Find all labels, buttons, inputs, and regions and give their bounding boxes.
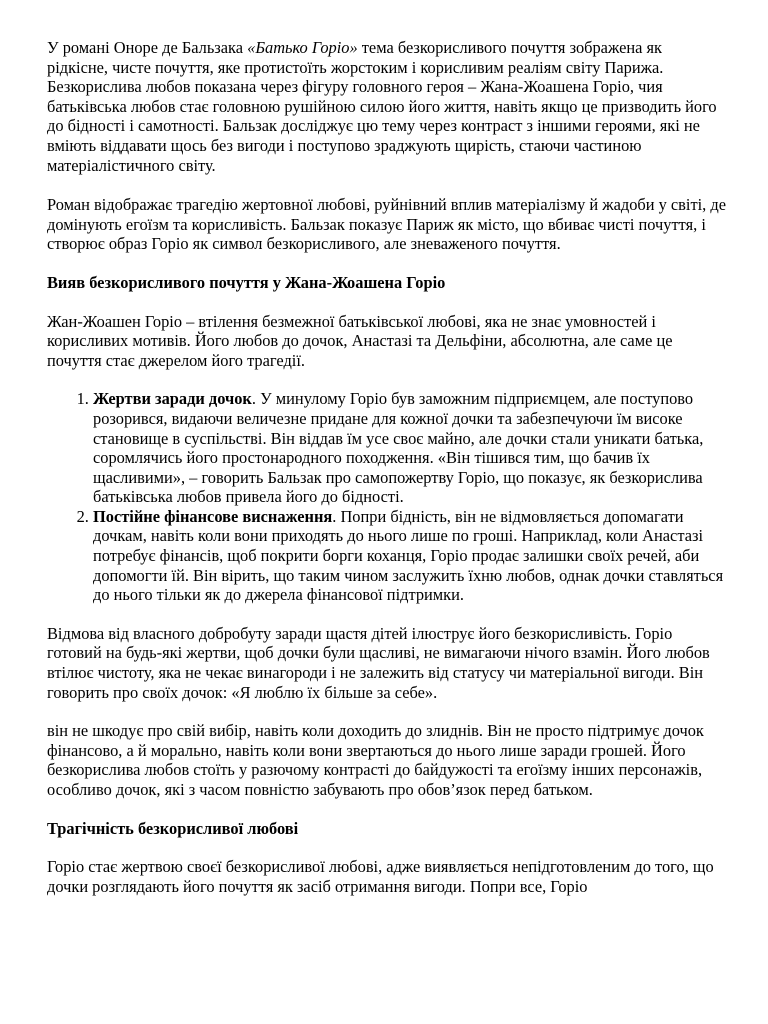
- section1-paragraph-3: він не шкодує про свій вибір, навіть коли доходить до злиднів. Він не просто підтримує дочок фінансово, а й морально, навіть коли вони звертаються до нього лише заради грошей. Його безкорислива любов стоїть у разючому контрасті до байдужості та егоїзму інших персонажів, особливо дочок, які з часом повністю забувають про обов’язок перед батьком.: [47, 721, 704, 799]
- list-item-title: Жертви заради дочок: [93, 389, 252, 409]
- section-heading-2: Трагічність безкорисливої любові: [47, 818, 299, 838]
- section-heading-1: Вияв безкорисливого почуття у Жана-Жоашена Горіо: [47, 272, 446, 292]
- intro-paragraph-2: Роман відображає трагедію жертовної любові, руйнівний вплив матеріалізму й жадоби у світі, де домінують егоїзм та корисливість. Бальзак показує Париж як місто, що вбиває чисті почуття, і створює образ Горіо як символ безкорисливого, але зневаженого почуття.: [47, 195, 726, 254]
- list-item: [93, 507, 727, 605]
- list-item-text: . У минулому Горіо був заможним підприємцем, але поступово розорився, видаючи величезне придане для кожної дочки та забезпечуючи їм високе становище в суспільстві. Він віддав їм усе своє майно, але дочки стали уникати батька, соромлячись його простонародного походження. «Він тішився тим, що бачив їх щасливими», – говорить Бальзак про самопожертву Горіо, що показує, як безкорислива батьківська любов привела його до бідності.: [93, 389, 704, 507]
- intro-p1-post: тема безкорисливого почуття зображена як рідкісне, чисте почуття, яке протистоїть жорстоким і корисливим реаліям світу Парижа. Безкорислива любов показана через фігуру головного героя – Жана-Жоашена Горіо, чия батьківська любов стає головною рушійною силою його життя, навіть якщо це призводить його до бідності і самотності. Бальзак досліджує цю тему через контраст з іншими героями, які не вміють віддавати щось без вигоди і поступово зраджують щирість, стаючи частиною матеріалістичного світу.: [47, 38, 717, 175]
- document-page: [47, 38, 727, 915]
- intro-p1-pre: У романі Оноре де Бальзака: [47, 38, 248, 57]
- list-item: [93, 389, 727, 507]
- section2-paragraph-1: Горіо стає жертвою своєї безкорисливої любові, адже виявляється непідготовленим до того, що дочки розглядають його почуття як засіб отримання вигоди. Попри все, Горіо: [47, 857, 714, 896]
- section1-paragraph-2: Відмова від власного добробуту заради щастя дітей ілюструє його безкорисливість. Горіо готовий на будь-які жертви, щоб дочки були щасливі, не вимагаючи нічого взамін. Його любов втілює чистоту, яка не чекає винагороди і не залежить від статусу чи матеріальної вигоди. Він говорить про своїх дочок: «Я люблю їх більше за себе».: [47, 623, 710, 702]
- list-item-text: . Попри бідність, він не відмовляється допомагати дочкам, навіть коли вони приходять до нього лише по гроші. Наприклад, коли Анастазі потребує фінансів, щоб покрити борги коханця, Горіо продає залишки своїх речей, аби допомогти їй. Він вірить, що таким чином заслужить їхню любов, однак дочки ставляться до нього тільки як до джерела фінансової підтримки.: [93, 506, 724, 605]
- intro-paragraph-1: [47, 38, 727, 175]
- section1-paragraph-1: Жан-Жоашен Горіо – втілення безмежної батьківської любові, яка не знає умовностей і корисливих мотивів. Його любов до дочок, Анастазі та Дельфіни, абсолютна, але саме це почуття стає джерелом його трагедії.: [47, 311, 673, 370]
- sacrifice-list: [47, 389, 727, 605]
- novel-title: «Батько Горіо»: [247, 38, 358, 57]
- list-item-title: Постійне фінансове виснаження: [93, 506, 333, 526]
